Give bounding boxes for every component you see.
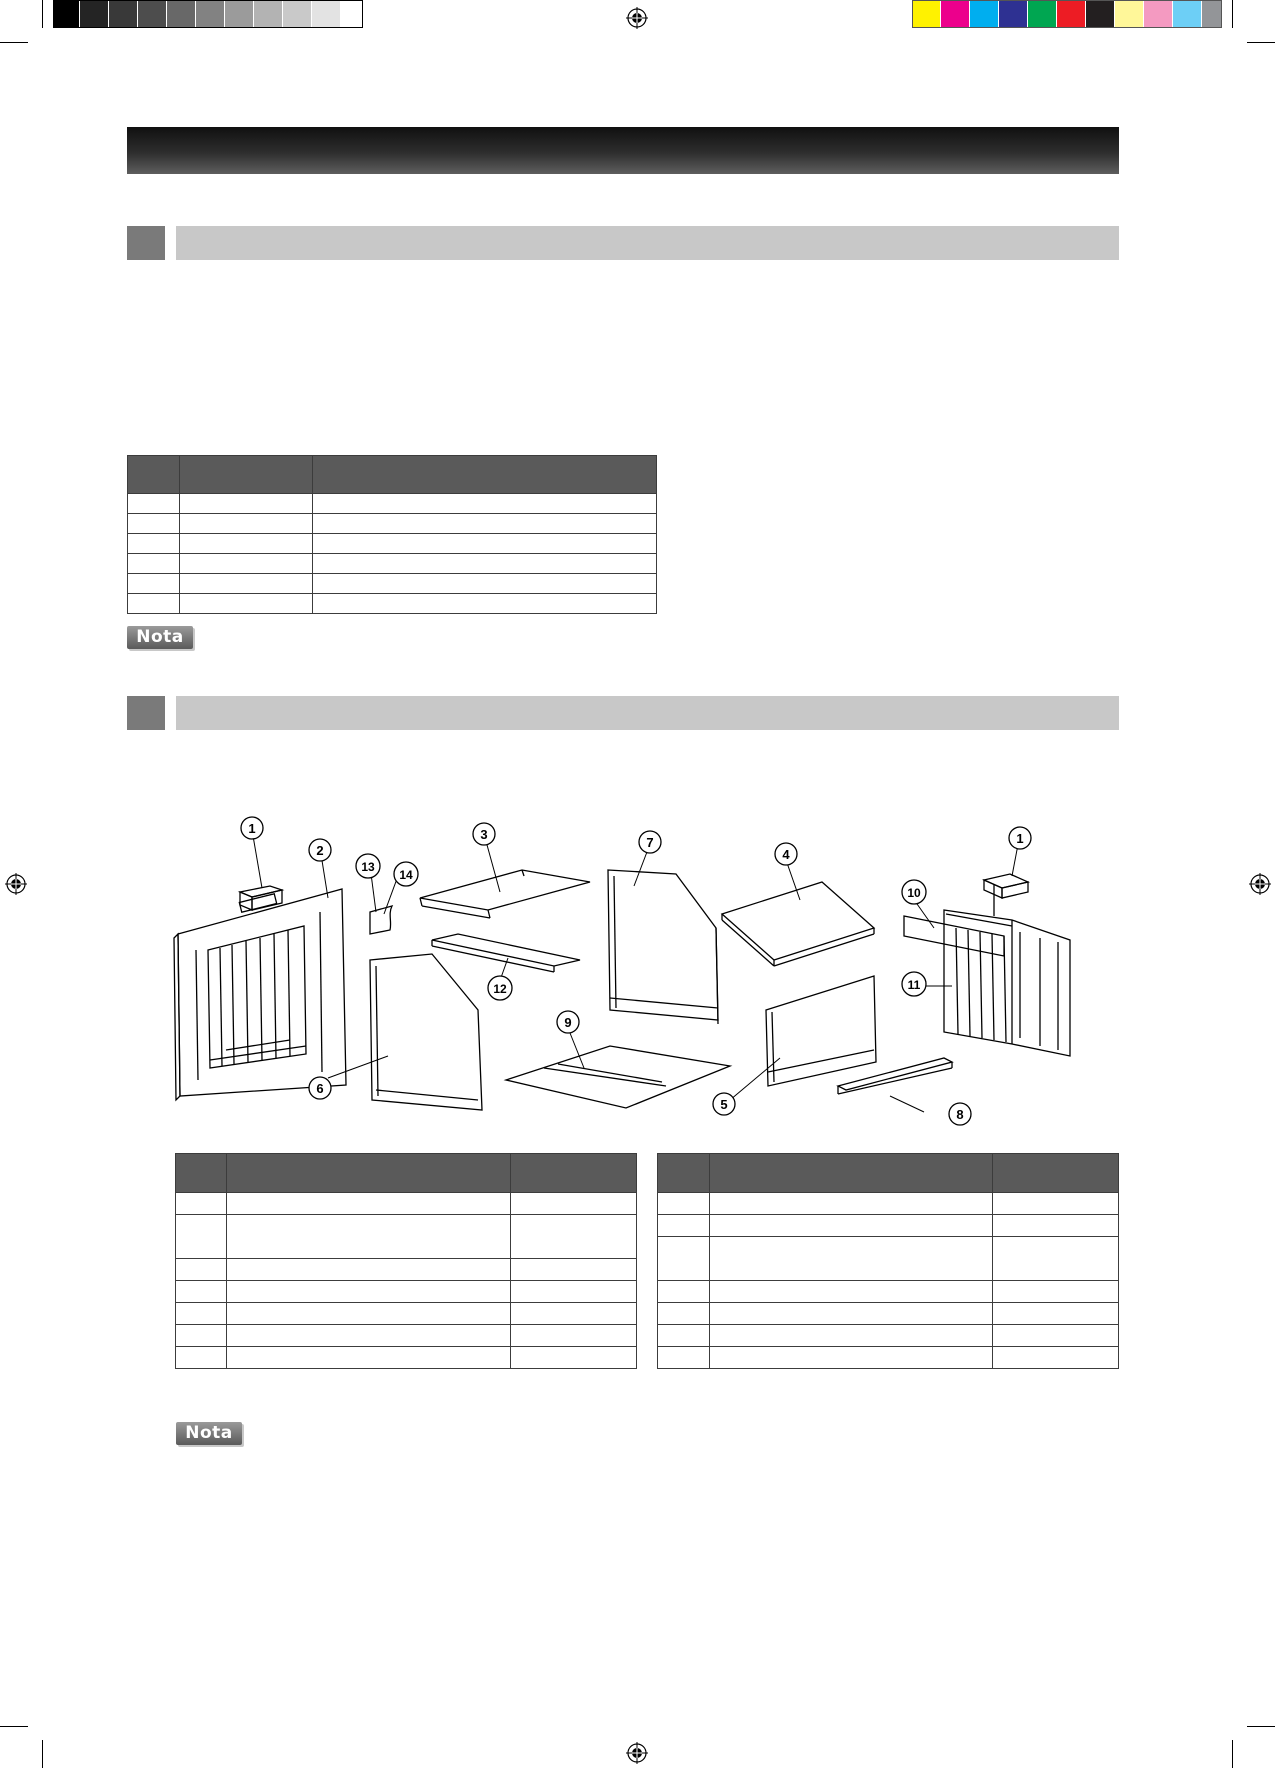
table-row bbox=[658, 1215, 1119, 1237]
table-row bbox=[176, 1281, 637, 1303]
section-number-box bbox=[127, 696, 165, 730]
parts-table-right bbox=[657, 1153, 1119, 1369]
crop-mark bbox=[0, 1726, 28, 1727]
part-long-bracket bbox=[432, 934, 580, 972]
note-badge: Nota bbox=[127, 626, 193, 649]
callout-7 bbox=[639, 831, 661, 853]
callout-14 bbox=[394, 862, 418, 886]
svg-text:4: 4 bbox=[782, 847, 790, 862]
table-row bbox=[176, 1259, 637, 1281]
table-row bbox=[658, 1347, 1119, 1369]
crop-mark bbox=[0, 42, 28, 43]
svg-text:1: 1 bbox=[1016, 831, 1024, 846]
svg-text:14: 14 bbox=[399, 868, 413, 882]
part-side-panel-left bbox=[370, 954, 482, 1110]
table-row bbox=[128, 574, 657, 594]
table-header-cell bbox=[658, 1154, 710, 1193]
callout-3 bbox=[473, 823, 495, 845]
callout-10 bbox=[902, 880, 926, 904]
crop-mark bbox=[1247, 42, 1275, 43]
callout-2 bbox=[309, 839, 331, 861]
callout-8 bbox=[949, 1103, 971, 1125]
registration-target-icon bbox=[626, 1742, 648, 1764]
part-bottom-plate bbox=[506, 1046, 730, 1108]
svg-text:12: 12 bbox=[493, 982, 507, 996]
table-row bbox=[176, 1215, 637, 1259]
table-header-cell bbox=[180, 456, 313, 494]
table-header-cell bbox=[993, 1154, 1119, 1193]
callout-5 bbox=[713, 1093, 735, 1115]
table-row bbox=[128, 554, 657, 574]
svg-text:9: 9 bbox=[564, 1015, 572, 1030]
parts-table-left bbox=[175, 1153, 637, 1369]
part-side-panel-right bbox=[608, 870, 718, 1024]
section-heading-bar bbox=[176, 696, 1119, 730]
crop-mark bbox=[1232, 1740, 1233, 1768]
part-rear-panel bbox=[766, 976, 876, 1086]
part-front-grille-panel bbox=[174, 889, 346, 1100]
registration-target-icon bbox=[5, 873, 27, 895]
svg-text:1: 1 bbox=[248, 821, 256, 836]
crop-mark bbox=[42, 0, 43, 28]
callout-13 bbox=[356, 854, 380, 878]
table-row bbox=[128, 494, 657, 514]
table-header-cell bbox=[313, 456, 657, 494]
svg-text:10: 10 bbox=[907, 886, 921, 900]
section-number-box bbox=[127, 226, 165, 260]
part-rail bbox=[838, 1058, 952, 1094]
part-top-panel bbox=[420, 870, 590, 918]
color-bar-frame bbox=[912, 0, 1222, 28]
table-header-cell bbox=[128, 456, 180, 494]
svg-text:5: 5 bbox=[720, 1097, 728, 1112]
table-row bbox=[658, 1325, 1119, 1347]
note-badge: Nota bbox=[176, 1422, 242, 1445]
table-header-cell bbox=[176, 1154, 227, 1193]
crop-mark bbox=[1247, 1726, 1275, 1727]
chapter-header-bar bbox=[127, 127, 1119, 174]
crop-mark bbox=[42, 1740, 43, 1768]
callout-9 bbox=[557, 1011, 579, 1033]
table-header-cell bbox=[227, 1154, 511, 1193]
callout-11 bbox=[902, 972, 926, 996]
table-row bbox=[128, 514, 657, 534]
svg-text:2: 2 bbox=[316, 843, 324, 858]
part-small-plate bbox=[370, 906, 392, 934]
callout-12 bbox=[488, 976, 512, 1000]
svg-text:3: 3 bbox=[480, 827, 488, 842]
accessory-table bbox=[127, 455, 657, 614]
svg-text:8: 8 bbox=[956, 1107, 964, 1122]
callout-6 bbox=[309, 1077, 331, 1099]
table-row bbox=[658, 1303, 1119, 1325]
table-row bbox=[128, 534, 657, 554]
svg-text:6: 6 bbox=[316, 1081, 324, 1096]
callout-1-right bbox=[1009, 827, 1031, 849]
table-row bbox=[658, 1193, 1119, 1215]
svg-text:11: 11 bbox=[907, 978, 921, 992]
callout-4 bbox=[775, 843, 797, 865]
gray-bar-frame bbox=[53, 0, 363, 28]
table-row bbox=[658, 1281, 1119, 1303]
section-heading-bar bbox=[176, 226, 1119, 260]
table-row bbox=[176, 1325, 637, 1347]
registration-target-icon bbox=[1249, 873, 1271, 895]
table-row bbox=[176, 1303, 637, 1325]
svg-text:7: 7 bbox=[646, 835, 654, 850]
table-row bbox=[128, 594, 657, 614]
table-header-cell bbox=[511, 1154, 637, 1193]
svg-text:13: 13 bbox=[361, 860, 375, 874]
registration-target-icon bbox=[626, 7, 648, 29]
table-row bbox=[176, 1347, 637, 1369]
table-row bbox=[658, 1237, 1119, 1281]
exploded-parts-diagram bbox=[170, 810, 1090, 1145]
part-damper-frame bbox=[944, 884, 1070, 1056]
part-box-right bbox=[984, 874, 1028, 898]
callout-1 bbox=[241, 817, 263, 839]
crop-mark bbox=[1232, 0, 1233, 28]
table-header-cell bbox=[710, 1154, 993, 1193]
table-row bbox=[176, 1193, 637, 1215]
